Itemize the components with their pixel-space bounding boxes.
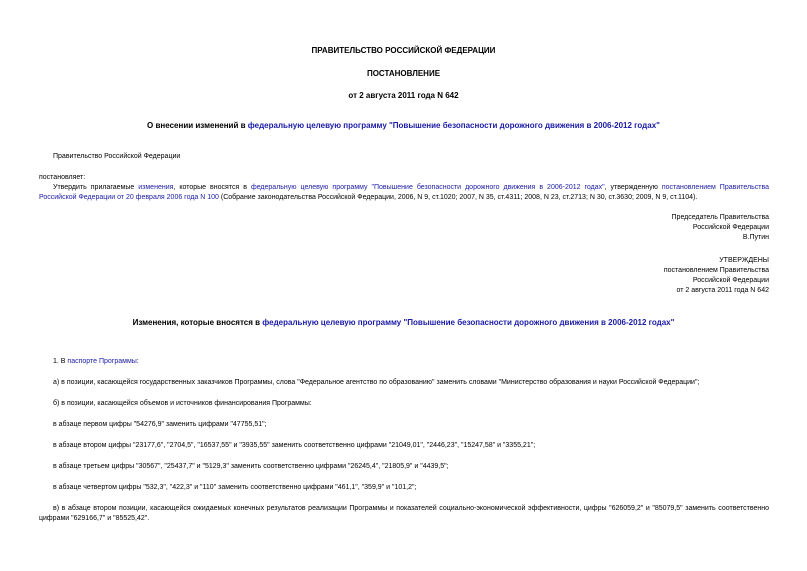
program-link-3[interactable]: федеральную целевую программу "Повышение безопасности дорожного движения в 2006-2012 годах" — [262, 318, 675, 327]
item-1-suffix: : — [136, 358, 139, 365]
approval-block — [664, 256, 769, 296]
p1-text-d: (Собрание законодательства Российской Федерации, 2006, N 9, ст.1020; 2007, N 35, ст.4311; 2008, N 23, ст.2713; N 30, ст.3630; 2009, N 9, ст.1104). — [218, 194, 698, 201]
signature-block — [672, 213, 769, 243]
passport-link[interactable]: паспорте Программы — [67, 358, 137, 365]
approval-line-3: Российской Федерации — [692, 277, 769, 284]
signature-line-1: Председатель Правительства — [671, 214, 769, 221]
document-title — [0, 121, 807, 131]
decides-label: постановляет: — [39, 174, 86, 181]
p1-text-a: Утвердить прилагаемые — [53, 184, 139, 191]
decree-link[interactable]: постановлением Правительства Российской Федерации от 20 февраля 2006 года N 100 — [39, 184, 770, 201]
item-b: б) в позиции, касающейся объемов и источников финансирования Программы: — [53, 400, 312, 407]
government-label: Правительство Российской Федерации — [53, 153, 181, 160]
program-link-2[interactable]: федеральную целевую программу "Повышение безопасности дорожного движения в 2006-2012 годах" — [250, 184, 605, 191]
item-b-4: в абзаце четвертом цифры "532,3", "422,3" и "110" заменить соответственно цифрами "461,1", "359,9" и "101,2"; — [53, 484, 417, 491]
item-1 — [53, 357, 139, 367]
approval-line-4: от 2 августа 2011 года N 642 — [676, 287, 769, 294]
header-org: ПРАВИТЕЛЬСТВО РОССИЙСКОЙ ФЕДЕРАЦИИ — [311, 46, 496, 55]
signature-line-2: Российской Федерации — [692, 224, 769, 231]
p1-text-b: , которые вносятся в — [173, 184, 251, 191]
signature-line-3: В.Путин — [742, 234, 769, 241]
approval-line-2: постановлением Правительства — [663, 267, 769, 274]
p1-text-c: , утвержденную — [604, 184, 662, 191]
changes-title-prefix: Изменения, которые вносятся в — [132, 318, 263, 327]
item-b-1: в абзаце первом цифры "54276,9" заменить цифрами "47755,51"; — [53, 421, 267, 428]
item-a: а) в позиции, касающейся государственных заказчиков Программы, слова "Федеральное агентство по образованию" заменить словами "Министерство образования и науки Российской Федерации"; — [53, 379, 700, 386]
approval-line-1: УТВЕРЖДЕНЫ — [719, 257, 769, 264]
header-date-number: от 2 августа 2011 года N 642 — [348, 91, 459, 100]
changes-title — [0, 318, 807, 328]
item-v: в) в абзаце втором позиции, касающейся ожидаемых конечных результатов реализации Программы и показателей социально-экономической эффективности, цифры "626059,2" и "85079,5" заменить соответственно цифрами "629166,7" и "85525,42". — [39, 505, 769, 522]
item-b-3: в абзаце третьем цифры "30567", "25437,7" и "5129,3" заменить соответственно цифрами "26245,4", "21805,9" и "4439,5"; — [53, 463, 449, 470]
item-b-2: в абзаце втором цифры "23177,6", "2704,5", "16537,55" и "3935,55" заменить соответственно цифрами "21049,01", "2446,23", "15247,58" и "3355,21"; — [53, 442, 536, 449]
changes-link[interactable]: изменения — [138, 184, 174, 191]
item-1-prefix: 1. В — [53, 358, 68, 365]
document-title-prefix: О внесении изменений в — [147, 121, 248, 130]
program-link[interactable]: федеральную целевую программу "Повышение безопасности дорожного движения в 2006-2012 годах" — [247, 121, 660, 130]
header-doc-type: ПОСТАНОВЛЕНИЕ — [366, 69, 441, 78]
decision-paragraph — [39, 183, 769, 203]
